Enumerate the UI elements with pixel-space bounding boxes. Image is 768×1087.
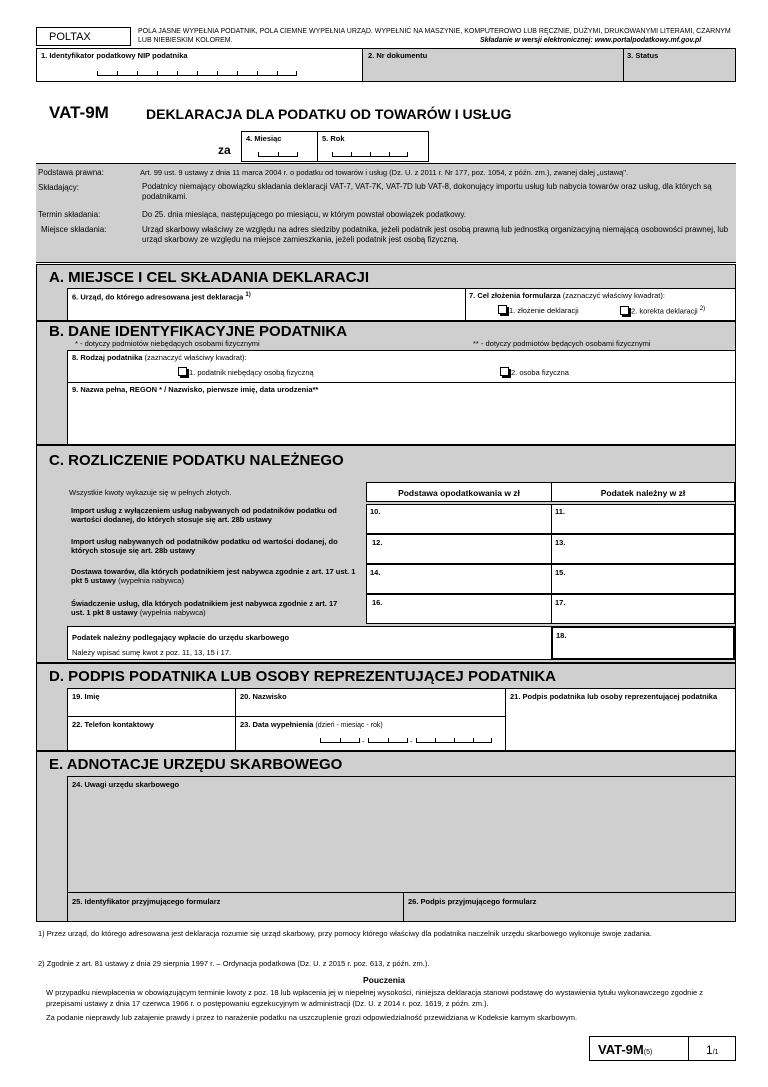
period-label: za bbox=[218, 143, 231, 157]
field8-label: 8. Rodzaj podatnika (zaznaczyć właściwy kwadrat): bbox=[72, 353, 247, 362]
month-digit-boxes bbox=[258, 152, 298, 157]
month-boxes bbox=[368, 738, 408, 743]
footer-code: VAT-9M(5) bbox=[598, 1042, 653, 1057]
top-fields-row bbox=[36, 48, 736, 82]
first-name-field[interactable]: 19. Imię bbox=[67, 688, 235, 716]
row-services bbox=[67, 594, 735, 624]
month-field[interactable] bbox=[242, 132, 318, 161]
checkbox-icon bbox=[498, 305, 507, 314]
section-b bbox=[36, 321, 736, 445]
row-label: Import usług z wyłączeniem usług nabywanych od podatników podatku od wartości dodanej, do których stosuje się art. 28b ustawy bbox=[71, 506, 337, 524]
row-label: Świadczenie usług, dla których podatnikiem jest nabywca zgodnie z art. 17 ust. 1 pkt 8 ustawy (wypełnia nabywca) bbox=[71, 599, 338, 617]
filers-label: Składający: bbox=[38, 183, 79, 192]
day-boxes bbox=[320, 738, 360, 743]
option-correction[interactable]: 2. korekta deklaracji $^{2)}$ bbox=[620, 305, 705, 316]
footnote-1: 1) Przez urząd, do którego adresowana jest deklaracja rozumie się urząd skarbowy, przy pomocy którego właściwy dla podatnika naczelnik urzędu skarbowego wykonuje swoje zadania. bbox=[38, 929, 652, 938]
taxpayer-type-field bbox=[67, 350, 735, 382]
document-number-label: 2. Nr dokumentu bbox=[368, 51, 428, 60]
checkbox-icon bbox=[500, 367, 509, 376]
field-16[interactable]: 16. bbox=[366, 594, 552, 624]
field-15[interactable]: 15. bbox=[551, 564, 735, 594]
place-text: Urząd skarbowy właściwy ze względu na adres siedziby podatnika, jeżeli podatnik jest osobą prawną lub jednostką organizacyjną niemającą osobowości prawnej, lub urząd skarbowy ze względu na miejsce zamieszkania, jeżeli podatnik jest osobą fizyczną. bbox=[142, 225, 729, 244]
divider bbox=[465, 289, 466, 320]
section-a bbox=[36, 264, 736, 321]
section-d bbox=[36, 663, 736, 751]
field23-label: 23. Data wypełnienia (dzień - miesiąc - rok) bbox=[240, 720, 383, 729]
col-tax-due-header: Podatek należny w zł bbox=[551, 482, 735, 502]
place-label: Miejsce składania: bbox=[41, 225, 107, 234]
checkbox-icon bbox=[620, 306, 629, 315]
footnote-2: 2) Zgodnie z art. 81 ustawy z dnia 29 sierpnia 1997 r. – Ordynacja podatkowa (Dz. U. z 2015 r. poz. 613, z późn. zm.). bbox=[38, 959, 430, 968]
year-boxes bbox=[416, 738, 492, 743]
deadline-text: Do 25. dnia miesiąca, następującego po miesiącu, w którym powstał obowiązek podatkowy. bbox=[142, 210, 467, 219]
total-hint: Należy wpisać sumę kwot z poz. 11, 13, 15 i 17. bbox=[72, 648, 232, 657]
date-field[interactable] bbox=[235, 716, 505, 750]
filers-text: Podatnicy niemający obowiązku składania deklaracji VAT-7, VAT-7K, VAT-7D lub VAT-8, dokonujący importu usług lub nabycia towarów oraz usług, dla których są podatnikami. bbox=[142, 182, 712, 201]
field9-label: 9. Nazwa pełna, REGON * / Nazwisko, pierwsze imię, data urodzenia** bbox=[72, 385, 319, 394]
row-label: Dostawa towarów, dla których podatnikiem jest nabywca zgodnie z art. 17 ust. 1 pkt 5 ustawy (wypełnia nabywca) bbox=[71, 567, 356, 585]
nip-field[interactable] bbox=[37, 49, 363, 81]
field-18[interactable]: 18. bbox=[551, 626, 735, 660]
warning-2: Za podanie nieprawdy lub zatajenie prawdy i przez to narażenie podatku na uszczuplenie grozi odpowiedzialność przewidziana w Kodeksie karnym skarbowym. bbox=[46, 1013, 578, 1022]
field-12[interactable]: 12. bbox=[366, 534, 552, 564]
month-label: 4. Miesiąc bbox=[246, 134, 282, 143]
year-label: 5. Rok bbox=[322, 134, 345, 143]
nip-digit-boxes bbox=[97, 71, 297, 76]
option-legal-entity[interactable]: 1. podatnik niebędący osobą fizyczną bbox=[178, 367, 314, 377]
period-box bbox=[241, 131, 429, 162]
brand-box bbox=[36, 27, 131, 46]
col-tax-base-header: Podstawa opodatkowania w zł bbox=[366, 482, 552, 502]
section-d-title: D. PODPIS PODATNIKA LUB OSOBY REPREZENTUJĄCEJ PODATNIKA bbox=[49, 668, 556, 685]
field-11[interactable]: 11. bbox=[551, 504, 735, 534]
field-17[interactable]: 17. bbox=[551, 594, 735, 624]
warning-title: Pouczenia bbox=[362, 975, 406, 985]
row-total bbox=[67, 626, 552, 660]
warning-1: W przypadku niewpłacenia w obowiązującym terminie kwoty z poz. 18 lub wpłacenia jej w niepełnej wysokości, niniejsza deklaracja stanowi podstawę do wystawienia tytułu wykonawczego zgodnie z przepisami ustawy z dnia 17 czerwca 1966 r. o postępowaniu egzekucyjnym w administracji (Dz. U. z 2014 r. poz. 1619, z późn. zm.). bbox=[46, 988, 703, 1008]
info-block bbox=[36, 163, 736, 263]
last-name-field[interactable]: 20. Nazwisko bbox=[235, 688, 505, 716]
section-c bbox=[36, 445, 736, 663]
status-label: 3. Status bbox=[627, 51, 659, 60]
phone-field[interactable]: 22. Telefon kontaktowy bbox=[67, 716, 235, 750]
nip-label: 1. Identyfikator podatkowy NIP podatnika bbox=[41, 51, 188, 60]
row-import-services-28b bbox=[67, 534, 735, 564]
date-separator: - bbox=[410, 737, 413, 746]
full-name-field[interactable] bbox=[67, 382, 735, 444]
amounts-note: Wszystkie kwoty wykazuje się w pełnych złotych. bbox=[69, 488, 232, 497]
field7-label: 7. Cel złożenia formularza (zaznaczyć właściwy kwadrat): bbox=[469, 291, 665, 300]
section-c-title: C. ROZLICZENIE PODATKU NALEŻNEGO bbox=[49, 452, 344, 469]
brand-label: POLTAX bbox=[49, 31, 91, 43]
divider bbox=[688, 1037, 689, 1060]
tax-office-field[interactable] bbox=[67, 288, 735, 320]
total-label: Podatek należny podlegający wpłacie do urzędu skarbowego bbox=[72, 633, 290, 642]
note-natural: ** - dotyczy podmiotów będących osobami fizycznymi bbox=[473, 339, 651, 348]
electronic-filing-note: Składanie w wersji elektronicznej: www.portalpodatkowy.mf.gov.pl bbox=[480, 37, 702, 44]
option-natural-person[interactable]: 2. osoba fizyczna bbox=[500, 367, 569, 377]
date-separator: - bbox=[362, 737, 365, 746]
field-14[interactable]: 14. bbox=[366, 564, 552, 594]
section-b-title: B. DANE IDENTYFIKACYJNE PODATNIKA bbox=[49, 323, 348, 340]
checkbox-icon bbox=[178, 367, 187, 376]
receiver-id-field: 25. Identyfikator przyjmującego formularz bbox=[67, 892, 403, 921]
legal-basis-text: Art. 99 ust. 9 ustawy z dnia 11 marca 2004 r. o podatku od towarów i usług (Dz. U. z 2011 r. Nr 177, poz. 1054, z późn. zm.), zwanej dalej „ustawą". bbox=[140, 168, 629, 177]
signature-field[interactable]: 21. Podpis podatnika lub osoby reprezentującej podatnika bbox=[505, 688, 735, 750]
row-label: Import usług nabywanych od podatników podatku od wartości dodanej, do których stosuje się art. 28b ustawy bbox=[71, 537, 338, 555]
note-non-natural: * - dotyczy podmiotów niebędących osobami fizycznymi bbox=[75, 339, 260, 348]
page-number: 1/1 bbox=[706, 1043, 719, 1057]
receiver-signature-field: 26. Podpis przyjmującego formularz bbox=[403, 892, 735, 921]
option-declaration[interactable]: 1. złożenie deklaracji bbox=[498, 305, 579, 315]
field6-label: 6. Urząd, do którego adresowana jest deklaracja $^{1)}$ bbox=[72, 292, 251, 302]
form-title: DEKLARACJA DLA PODATKU OD TOWARÓW I USŁUG bbox=[146, 106, 512, 122]
legal-basis-label: Podstawa prawna: bbox=[38, 168, 104, 177]
deadline-label: Termin składania: bbox=[38, 210, 101, 219]
section-a-title: A. MIEJSCE I CEL SKŁADANIA DEKLARACJI bbox=[49, 269, 370, 286]
form-code: VAT-9M bbox=[49, 103, 109, 122]
office-remarks-field: 24. Uwagi urzędu skarbowego bbox=[67, 776, 735, 892]
field-13[interactable]: 13. bbox=[551, 534, 735, 564]
header-instruction: POLA JASNE WYPEŁNIA PODATNIK, POLA CIEMNE WYPEŁNIA URZĄD. WYPEŁNIĆ NA MASZYNIE, KOMPUTEROWO LUB RĘCZNIE, DUŻYMI, DRUKOWANYMI LITERAMI, CZARNYM LUB NIEBIESKIM KOLOREM. bbox=[138, 28, 731, 44]
section-e-title: E. ADNOTACJE URZĘDU SKARBOWEGO bbox=[49, 756, 343, 773]
row-import-services bbox=[67, 504, 735, 534]
row-goods-delivery bbox=[67, 564, 735, 594]
section-e bbox=[36, 751, 736, 922]
year-digit-boxes[interactable] bbox=[332, 152, 408, 157]
footer-code-box bbox=[589, 1036, 736, 1061]
field-10[interactable]: 10. bbox=[366, 504, 552, 534]
divider bbox=[623, 49, 624, 81]
